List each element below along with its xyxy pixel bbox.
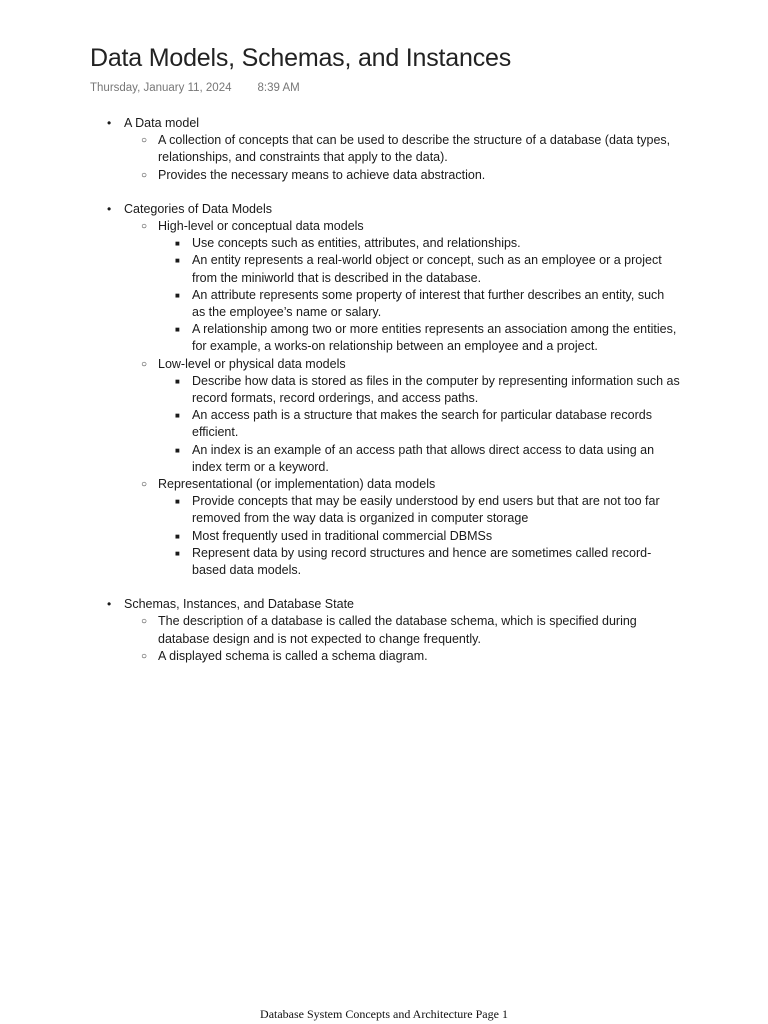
square-bullet-icon: ■ [175, 445, 180, 455]
outline-item-level1 [90, 596, 680, 665]
circle-bullet-icon: ○ [141, 650, 148, 662]
sublist [158, 493, 680, 579]
sublist [124, 613, 680, 665]
outline-text: Most frequently used in traditional commercial DBMSs [192, 528, 493, 543]
outline-item-level2 [124, 132, 680, 166]
outline-text: The description of a database is called the database schema, which is specified during database design and is not expected to change frequently. [158, 614, 637, 646]
circle-bullet-icon: ○ [141, 479, 148, 491]
outline-section [90, 115, 680, 184]
page-title: Data Models, Schemas, and Instances [90, 44, 512, 72]
outline-section [90, 201, 680, 579]
disc-bullet-icon: • [107, 597, 112, 612]
outline-item-level3 [158, 442, 680, 476]
disc-bullet-icon: • [107, 116, 112, 130]
outline-heading: A Data model [124, 116, 200, 130]
outline-item-level3 [158, 493, 680, 527]
outline-text: A displayed schema is called a schema diagram. [158, 648, 428, 663]
sublist [124, 132, 680, 184]
outline-text: High-level or conceptual data models [158, 219, 364, 234]
outline-text: Representational (or implementation) data models [158, 477, 436, 492]
outline-text: A relationship among two or more entities represents an association among the entities, for example, a works-on relationship between an employee and a project. [192, 322, 677, 354]
outline-item-level3 [158, 287, 680, 321]
outline-item-level3 [158, 373, 680, 407]
sublist [158, 235, 680, 355]
note-body [90, 115, 680, 682]
outline-text: Represent data by using record structures and hence are sometimes called record-based data models. [192, 545, 652, 578]
square-bullet-icon: ■ [175, 290, 180, 300]
outline-item-level1 [90, 115, 680, 184]
outline-heading: Categories of Data Models [124, 201, 272, 216]
outline-item-level3 [158, 321, 680, 355]
outline-text: An attribute represents some property of interest that further describes an entity, such as the employee’s name or salary. [192, 287, 665, 320]
outline-item-level3 [158, 235, 680, 252]
outline-item-level2 [124, 613, 680, 647]
outline-item-level2 [124, 218, 680, 356]
outline-text: Describe how data is stored as files in the computer by representing information such as record formats, record orderings, and access paths. [192, 373, 680, 406]
square-bullet-icon: ■ [175, 531, 180, 541]
outline-item-level1 [90, 201, 680, 579]
sublist [124, 218, 680, 579]
outline-text: Provide concepts that may be easily understood by end users but that are not too far removed from the way data is organized in computer storage [192, 494, 660, 526]
outline-text: An index is an example of an access path that allows direct access to data using an index term or a keyword. [192, 442, 655, 474]
outline-item-level2 [124, 476, 680, 579]
page-date: Thursday, January 11, 2024 [90, 82, 232, 94]
outline-text: An access path is a structure that makes the search for particular database records efficient. [192, 408, 652, 440]
outline-heading: Schemas, Instances, and Database State [124, 597, 354, 612]
outline-text: Low-level or physical data models [158, 356, 346, 371]
outline-item-level2 [124, 356, 680, 476]
square-bullet-icon: ■ [175, 239, 180, 249]
square-bullet-icon: ■ [175, 256, 180, 266]
page-time: 8:39 AM [257, 82, 300, 94]
circle-bullet-icon: ○ [141, 135, 148, 147]
circle-bullet-icon: ○ [141, 358, 148, 370]
outline-text: An entity represents a real-world object or concept, such as an employee or a project from the miniworld that is described in the database. [192, 253, 662, 285]
outline-text: Use concepts such as entities, attributes, and relationships. [192, 236, 521, 251]
square-bullet-icon: ■ [175, 411, 180, 421]
outline-text: A collection of concepts that can be used to describe the structure of a database (data types, relationships, and constraints that apply to the data). [158, 133, 671, 165]
outline-item-level2 [124, 648, 680, 665]
sublist [158, 373, 680, 476]
outline-item-level2 [124, 167, 680, 184]
square-bullet-icon: ■ [175, 325, 180, 335]
outline-item-level3 [158, 528, 680, 545]
square-bullet-icon: ■ [175, 548, 180, 558]
circle-bullet-icon: ○ [141, 169, 148, 181]
circle-bullet-icon: ○ [141, 221, 148, 233]
page-footer: Database System Concepts and Architecture Page 1 [260, 1007, 508, 1021]
page-meta [90, 82, 300, 94]
outline-text: Provides the necessary means to achieve data abstraction. [158, 167, 486, 182]
square-bullet-icon: ■ [175, 497, 180, 507]
circle-bullet-icon: ○ [141, 616, 148, 628]
square-bullet-icon: ■ [175, 376, 180, 386]
outline-item-level3 [158, 252, 680, 286]
outline-item-level3 [158, 545, 680, 579]
outline-section [90, 596, 680, 665]
outline-item-level3 [158, 407, 680, 441]
disc-bullet-icon: • [107, 201, 112, 216]
